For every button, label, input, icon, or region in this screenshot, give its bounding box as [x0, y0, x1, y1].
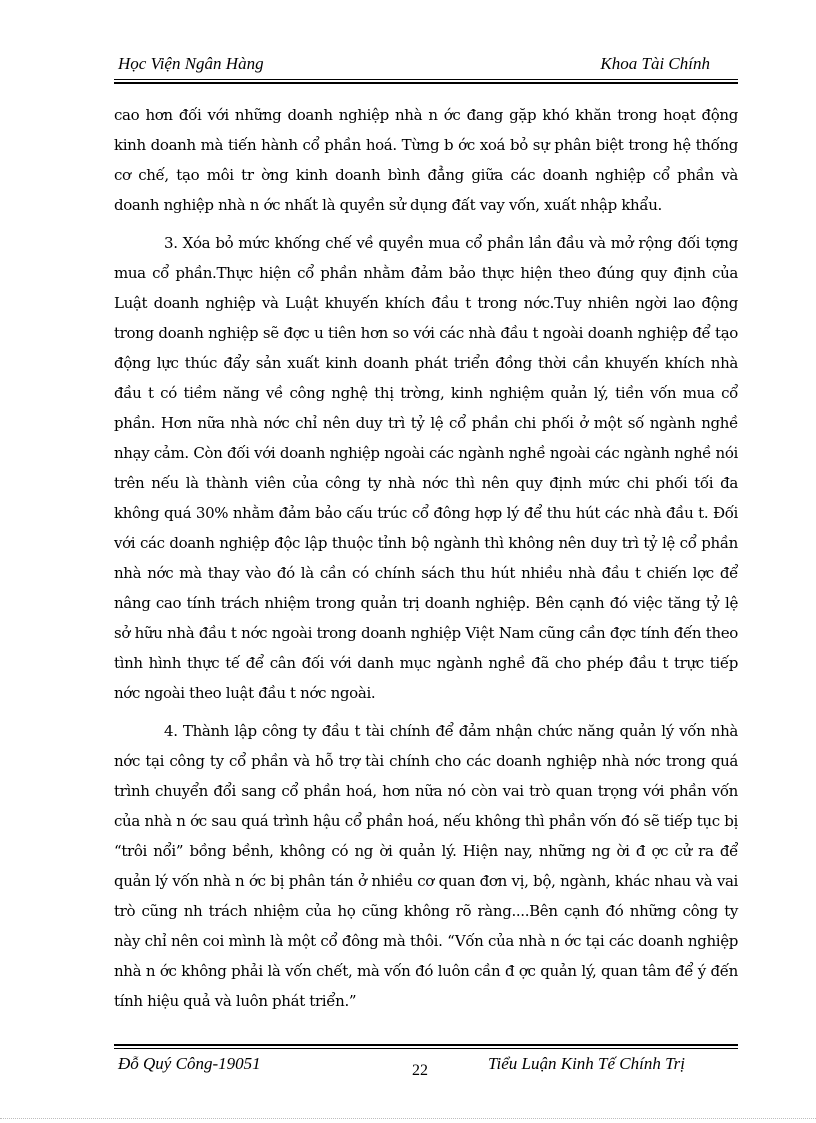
header-rule-thin — [114, 79, 738, 80]
page-number: 22 — [412, 1062, 428, 1079]
paragraph-item-4: 4. Thành lập công ty đầu t tài chính để đảm nhận chức năng quản lý vốn nhà nớc tại công ty cổ phần và hỗ trợ tài chính cho các doanh nghiệp nhà nớc trong quá trình chuyển đổi sang cổ phần hoá, hơn nữa nó còn vai trò quan trọng với phần vốn của nhà n ớc sau quá trình hậu cổ phần hoá, nếu không thì phần vốn đó sẽ tiếp tục bị “trôi nổi” bồng bềnh, không có ng ời quản lý. Hiện nay, những ng ời đ ợc cử ra để quản lý vốn nhà n ớc bị phân tán ở nhiều cơ quan đơn vị, bộ, ngành, khác nhau và vai trò cũng nh trách nhiệm của họ cũng không rõ ràng....Bên cạnh đó những công ty này chỉ nên coi mình là một cổ đông mà thôi. “Vốn của nhà n ớc tại các doanh nghiệp nhà n ớc không phải là vốn chết, mà vốn đó luôn cần đ ợc quản lý, quan tâm để ý đến tính hiệu quả và luôn phát triển.” — [114, 722, 738, 1010]
paragraph-item-3: 3. Xóa bỏ mức khống chế về quyền mua cổ phần lần đầu và mở rộng đối tợng mua cổ phần.Thực hiện cổ phần nhằm đảm bảo thực hiện theo đúng quy định của Luật doanh nghiệp và Luật khuyến khích đầu t trong nớc.Tuy nhiên ngời lao động trong doanh nghiệp sẽ đợc u tiên hơn so với các nhà đầu t ngoài doanh nghiệp để tạo động lực thúc đẩy sản xuất kinh doanh phát triển đồng thời cần khuyến khích nhà đầu t có tiềm năng về công nghệ thị trờng, kinh nghiệm quản lý, tiền vốn mua cổ phần. Hơn nữa nhà nớc chỉ nên duy trì tỷ lệ cổ phần chi phối ở một số ngành nghề nhạy cảm. Còn đối với doanh nghiệp ngoài các ngành nghề ngoài các ngành nghề nói trên nếu là thành viên của công ty nhà nớc thì nên quy định mức chi phối tối đa không quá 30% nhằm đảm bảo cấu trúc cổ đông hợp lý để thu hút các nhà đầu t. Đối với các doanh nghiệp độc lập thuộc tỉnh bộ ngành thì không nên duy trì tỷ lệ cổ phần nhà nớc mà thay vào đó là cần có chính sách thu hút nhiều nhà đầu t chiến lợc để nâng cao tính trách nhiệm trong quản trị doanh nghiệp. Bên cạnh đó việc tăng tỷ lệ sở hữu nhà đầu t nớc ngoài trong doanh nghiệp Việt Nam cũng cần đợc tính đến theo tình hình thực tế để cân đối với danh mục ngành nghề đã cho phép đầu t trực tiếp nớc ngoài theo luật đầu t nớc ngoài. — [114, 234, 738, 702]
header-department: Khoa Tài Chính — [600, 54, 710, 73]
header-rule-thick — [114, 82, 738, 84]
footer-author: Đỗ Quý Công-19051 — [118, 1054, 261, 1073]
page-bottom-dotted-line — [0, 1118, 816, 1119]
footer-rule-thick — [114, 1044, 738, 1046]
footer-title: Tiểu Luận Kinh Tế Chính Trị — [488, 1054, 685, 1073]
document-body — [114, 100, 738, 1024]
paragraph-continuation: cao hơn đối với những doanh nghiệp nhà n ớc đang gặp khó khăn trong hoạt động kinh doanh mà tiến hành cổ phần hoá. Từng b ớc xoá bỏ sự phân biệt trong hệ thống cơ chế, tạo môi tr ờng kinh doanh bình đẳng giữa các doanh nghiệp cổ phần và doanh nghiệp nhà n ớc nhất là quyền sử dụng đất vay vốn, xuất nhập khẩu. — [114, 106, 738, 214]
footer-rule-thin — [114, 1048, 738, 1049]
page-footer — [118, 1052, 718, 1092]
page-header — [118, 54, 710, 78]
header-institution: Học Viện Ngân Hàng — [118, 54, 264, 73]
